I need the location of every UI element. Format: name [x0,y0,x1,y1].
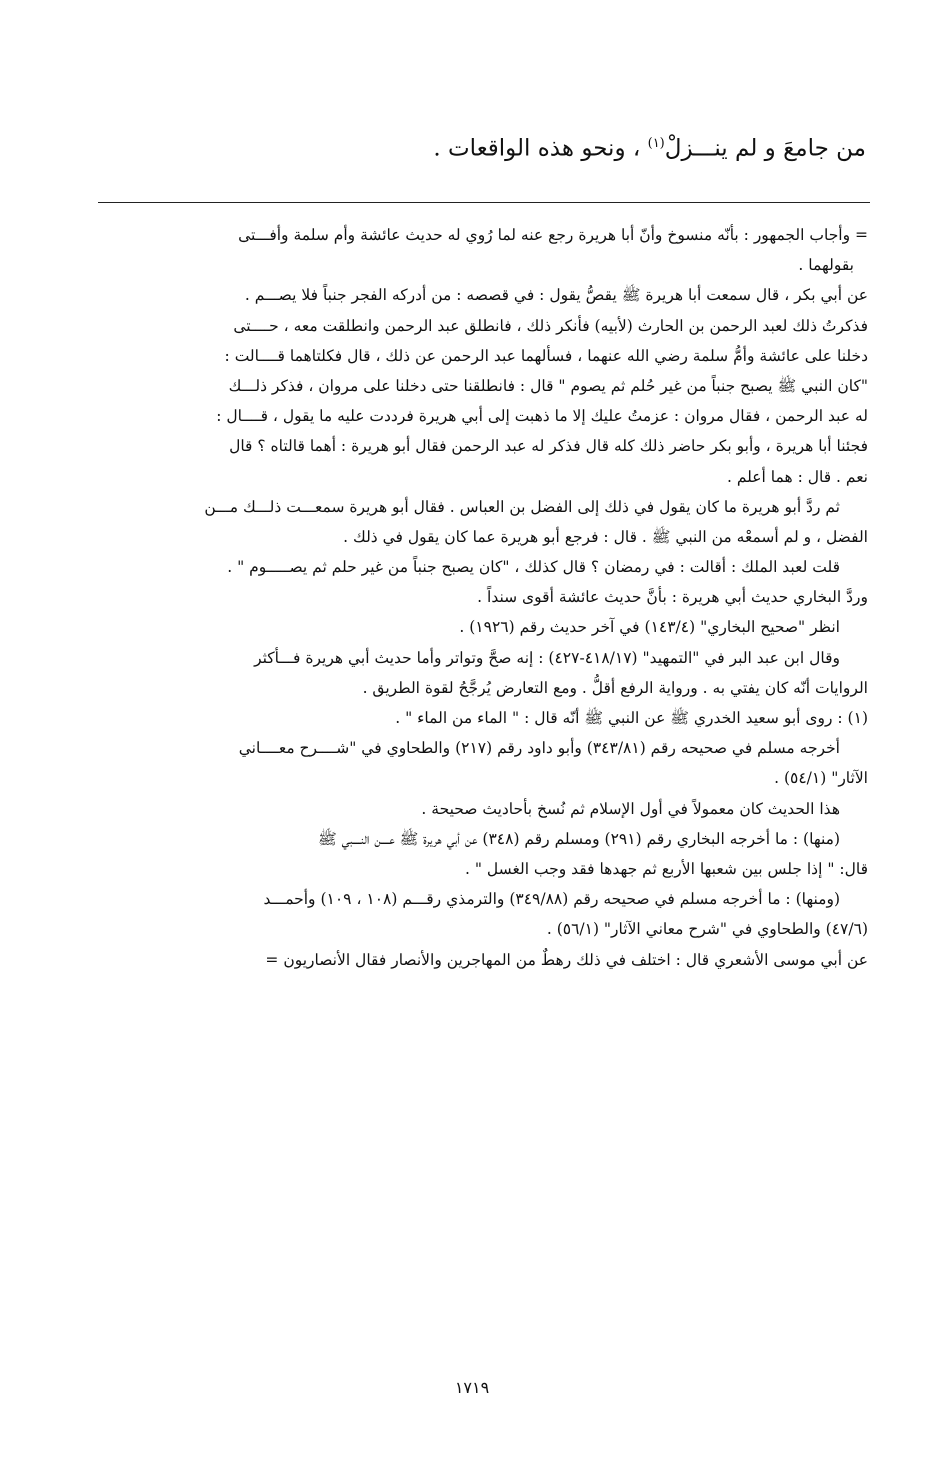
footnote-line: وردَّ البخاري حديث أبي هريرة : بأنَّ حديث عائشة أقوى سنداً . [477,588,868,607]
footnote-line: قال: " إذا جلس بين شعبها الأربع ثم جهدها فقد وجب الغسل " . [465,859,868,878]
footnote-line: هذا الحديث كان معمولاً في أول الإسلام ثم نُسخ بأحاديث صحيحة . [421,799,840,818]
footnote-line: فذكرتُ ذلك لعبد الرحمن بن الحارث (لأبيه) فأنكر ذلك ، فانطلق عبد الرحمن وانطلقت معه ، حــــتى [233,316,868,335]
footnote-line: الآثار" (٥٤/١) . [774,769,868,788]
footnote-line: (ومنها) : ما أخرجه مسلم في صحيحه رقم (٣٤٩/٨٨) والترمذي رقـــم (١٠٨ ، ١٠٩) وأحمـــد [263,890,840,909]
footnote-line: عن أبي موسى الأشعري قال : اختلف في ذلك رهطٌ من المهاجرين والأنصار فقال الأنصاريون = [265,950,868,969]
footnote-line: (١) : روى أبو سعيد الخدري ﷺ عن النبي ﷺ أنّه قال : " الماء من الماء " . [395,709,868,727]
footnote-line: (منها) : ما أخرجه البخاري رقم (٢٩١) ومسلم رقم (٣٤٨) عن أبي هريرة ﷺ عــــن النــــبي ﷺ [318,829,840,848]
main-text-line [86,124,866,169]
footnote-line: الروايات أنّه كان يفتي به . ورواية الرفع أقلُّ . ومع التعارض يُرجَّحُ لقوة الطريق . [362,678,868,697]
main-text-before-note: من جامعَ و لم ينـــزلْ [664,135,866,162]
footnote-line: (٤٧/٦) والطحاوي في "شرح معاني الآثار" (٥٦/١) . [546,920,868,939]
footnote-line: أخرجه مسلم في صحيحه رقم (٣٤٣/٨١) وأبو داود رقم (٢١٧) والطحاوي في "شــــرح معــــاني [238,739,840,758]
footnote-line: قلت لعبد الملك : أقالت : في رمضان ؟ قال كذلك ، "كان يصبح جنباً من غير حلم ثم يصـــــوم " . [227,558,840,577]
footnote-line: له عبد الرحمن ، فقال مروان : عزمتُ عليك إلا ما ذهبت إلى أبي هريرة فرددت عليه ما يقول ، قــــال : [216,407,868,426]
footnote-line: ثم ردَّ أبو هريرة ما كان يقول في ذلك إلى الفضل بن العباس . فقال أبو هريرة سمعـــت ذلـــك مـــن [204,497,840,516]
footnote-line: نعم . قال : هما أعلم . [727,467,868,486]
footnote-line: عن أبي بكر ، قال سمعت أبا هريرة ﷺ يقصُّ يقول : في قصصه : من أدركه الفجر جنباً فلا يصـــم . [244,286,868,305]
footnote-line: دخلنا على عائشة وأمُّ سلمة رضي الله عنهما ، فسألهما عبد الرحمن عن ذلك ، قال فكلتاهما قــــالت : [224,346,868,365]
footnote-line: انظر "صحيح البخاري" (١٤٣/٤) في آخر حديث رقم (١٩٢٦) . [459,618,840,637]
footnote-line: الفضل ، و لم أسمعْه من النبي ﷺ . قال : فرجع أبو هريرة عما كان يقول في ذلك . [343,527,868,546]
footnote-line: = وأجاب الجمهور : بأنّه منسوخ وأنّ أبا هريرة رجع عنه لما رُوي له حديث عائشة وأم سلمة وأفـــتى [238,226,868,244]
footnote-reference: (١) [647,136,665,151]
footnotes-block [98,220,868,975]
footnote-line: بقولهما . [798,256,854,275]
footnote-separator [98,202,870,203]
footnote-line: فجئنا أبا هريرة ، وأبو بكر حاضر ذلك كله قال فذكر له عبد الرحمن فقال أبو هريرة : أهما قالتاه ؟ قال [229,437,868,456]
footnote-line: وقال ابن عبد البر في "التمهيد" (٤١٨/١٧-٤٢٧) : إنه صحَّ وتواتر وأما حديث أبي هريرة فـــأكثر [254,648,840,667]
footnote-line: "كان النبي ﷺ يصبح جنباً من غير حُلم ثم يصوم " قال : فانطلقنا حتى دخلنا على مروان ، فذكر ذلـــك [228,376,868,395]
page-number: ١٧١٩ [454,1378,490,1397]
main-text-after-note: ، ونحو هذه الواقعات . [433,135,648,162]
